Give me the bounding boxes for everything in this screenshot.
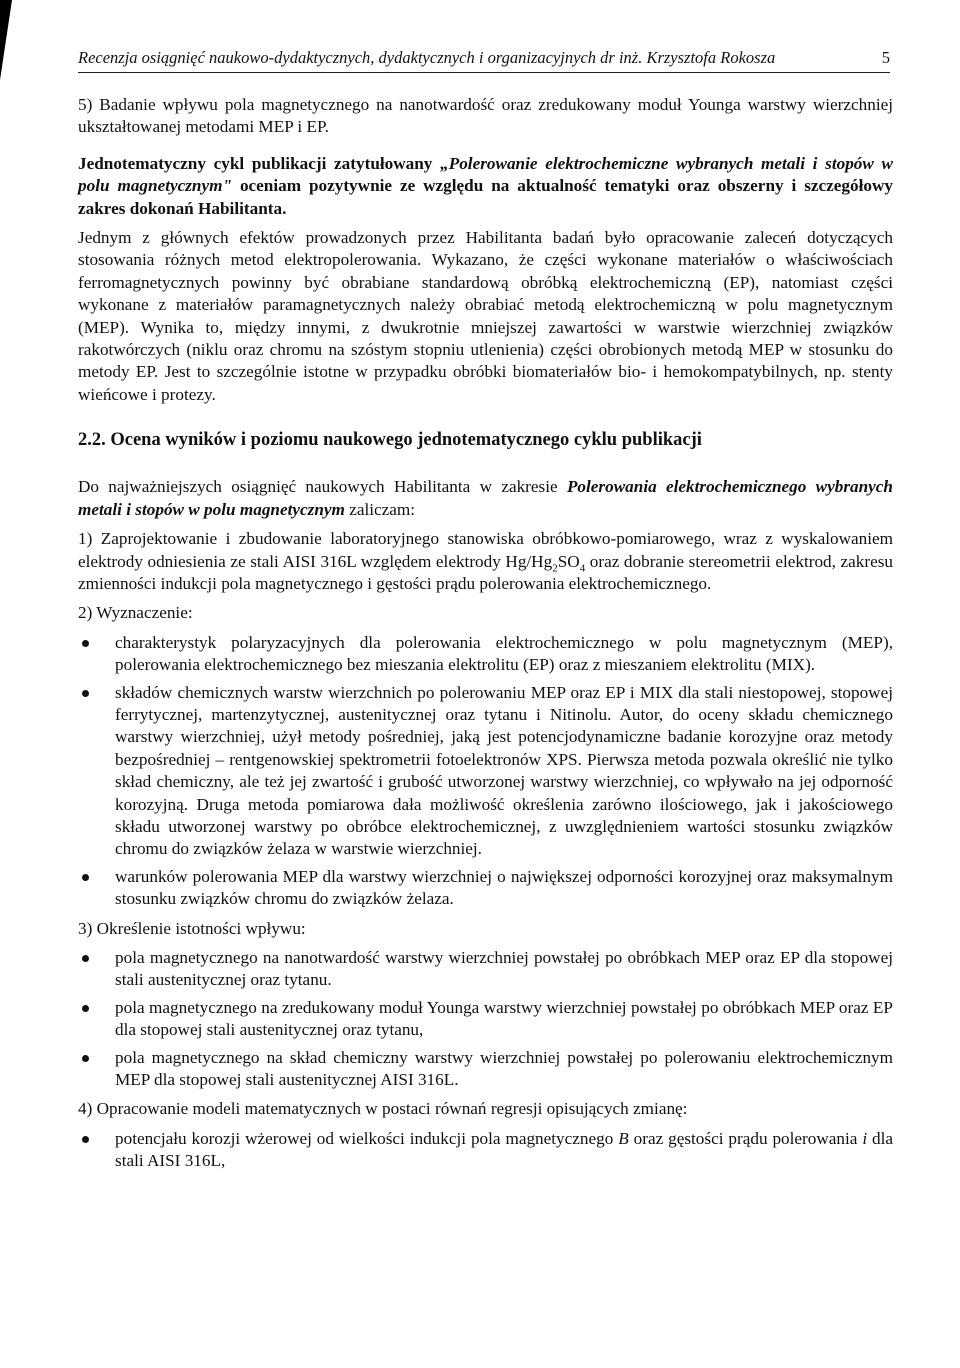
intro-topic: Polerowania elektrochemicznego wybranych metali i stopów w polu magnetycznym — [78, 477, 893, 519]
page-content — [78, 94, 893, 1180]
section-number: 2.2. — [78, 430, 106, 451]
recommendations-paragraph: Jednym z głównych efektów prowadzonych przez Habilitanta badań było opracowanie zaleceń dotyczących stosowania różnych metod elektropolerowania. Wykazano, że części wykonane materiałów o właściwościach ferromagnetycznych powinny być obrabiane standardową obróbką elektrochemiczną (EP), natomiast części wykonane z materiałów paramagnetycznych należy obrabiać metodą elektrochemiczną w polu magnetycznym (MEP). Wynika to, między innymi, z dwukrotnie mniejszej zawartości w warstwie wierzchniej związków rakotwórczych (niklu oraz chromu na szóstym stopniu utlenienia) części obrobionych metodą MEP w stosunku do metody EP. Jest to szczególnie istotne w przypadku obróbki biomateriałów bio- i hemokompatybilnych, np. stenty wieńcowe i protezy. — [78, 228, 893, 404]
list-item — [78, 1128, 893, 1173]
list-item: pola magnetycznego na zredukowany moduł Younga warstwy wierzchniej powstałej po obróbkach MEP oraz EP dla stopowej stali austenitycznej oraz tytanu, — [78, 997, 893, 1042]
scan-corner-shadow — [0, 0, 12, 80]
summary-pre: Jednotematyczny cykl publikacji zatytułowany — [78, 153, 441, 173]
list-item: składów chemicznych warstw wierzchnich po polerowaniu MEP oraz EP i MIX dla stali niestopowej, stopowej ferrytycznej, martenzytycznej, austenitycznej oraz tytanu i Nitinolu. Autor, do oceny składu chemicznego warstwy wierzchniej, użył metody pośredniej, jaką jest potencjodynamiczne badanie korozyjne oraz metody bezpośredniej – rentgenowskiej spektrometrii fotoelektronów XPS. Pierwsza metoda pozwala określić nie tylko skład chemiczny, ale też jej zwartość i grubość utworzonej warstwy wierzchniej, co wpływało na jej odporność korozyjną. Druga metoda pomiarowa dała możliwość określenia zarówno ilościowego, jak i jakościowego składu utworzonej warstwy po obróbce elektrochemicznej, z uwzględnieniem wartości stosunku związków chromu do związków żelaza w warstwie wierzchniej. — [78, 682, 893, 861]
summary-post: oceniam pozytywnie ze względu na aktualność tematyki oraz obszerny i szczegółowy zakres dokonań Habilitanta. — [78, 176, 893, 218]
item-4-post: dla stali AISI 316L, — [115, 1128, 894, 1171]
item-5: 5) Badanie wpływu pola magnetycznego na nanotwardość oraz zredukowany moduł Younga warstwy wierzchniej ukształtowanej metodami MEP i EP. — [78, 95, 893, 137]
variable-i: i — [862, 1128, 868, 1148]
cycle-title: „Polerowanie elektrochemiczne wybranych metali i stopów w polu magnetycznym" — [78, 153, 893, 196]
item-2-heading: 2) Wyznaczenie: — [78, 603, 193, 623]
page-header — [78, 48, 890, 73]
list-item: pola magnetycznego na skład chemiczny warstwy wierzchniej powstałej po polerowaniu elektrochemicznym MEP dla stopowej stali austenitycznej AISI 316L. — [78, 1047, 893, 1092]
item-4-pre: potencjału korozji wżerowej od wielkości indukcji pola magnetycznego — [115, 1128, 619, 1148]
list-item: pola magnetycznego na nanotwardość warstwy wierzchniej powstałej po obróbkach MEP oraz EP dla stopowej stali austenitycznej oraz tytanu. — [78, 947, 893, 992]
item-1-mid: SO — [557, 551, 580, 571]
intro-pre: Do najważniejszych osiągnięć naukowych Habilitanta w zakresie — [78, 477, 567, 497]
item-4-mid: oraz gęstości prądu polerowania — [628, 1128, 863, 1148]
item-2-list — [78, 632, 893, 911]
section-title: Ocena wyników i poziomu naukowego jednotematycznego cyklu publikacji — [110, 430, 702, 451]
item-4-list — [78, 1128, 893, 1173]
item-3-list — [78, 947, 893, 1091]
page-number: 5 — [881, 48, 890, 67]
item-1-sub-2: 4 — [579, 561, 586, 574]
achievements-intro — [78, 476, 893, 521]
summary-paragraph — [78, 153, 893, 220]
list-item: warunków polerowania MEP dla warstwy wierzchniej o największej odporności korozyjnej oraz maksymalnym stosunku związków chromu do związków żelaza. — [78, 866, 893, 911]
section-heading — [78, 428, 893, 452]
item-1 — [78, 528, 893, 595]
item-1-sub-1: 2 — [552, 561, 558, 574]
item-1-text: 1) Zaprojektowanie i zbudowanie laboratoryjnego stanowiska obróbkowo-pomiarowego, wraz z wyskalowaniem elektrody odniesienia ze stali AISI 316L względem elektrody Hg/Hg — [78, 529, 893, 571]
intro-post: zaliczam: — [344, 499, 416, 519]
item-1-end: oraz dobranie stereometrii elektrod, zakresu zmienności indukcji pola magnetycznego i gęstości prądu polerowania elektrochemicznego. — [78, 551, 893, 593]
variable-b: B — [618, 1128, 629, 1148]
item-3-heading: 3) Określenie istotności wpływu: — [78, 918, 306, 938]
item-4-heading: 4) Opracowanie modeli matematycznych w postaci równań regresji opisujących zmianę: — [78, 1099, 688, 1119]
header-title: Recenzja osiągnięć naukowo-dydaktycznych, dydaktycznych i organizacyjnych dr inż. Krzysztofa Rokosza — [78, 48, 776, 67]
list-item: charakterystyk polaryzacyjnych dla polerowania elektrochemicznego w polu magnetycznym (MEP), polerowania elektrochemicznego bez mieszania elektrolitu (EP) oraz z mieszaniem elektrolitu (MIX). — [78, 632, 893, 677]
